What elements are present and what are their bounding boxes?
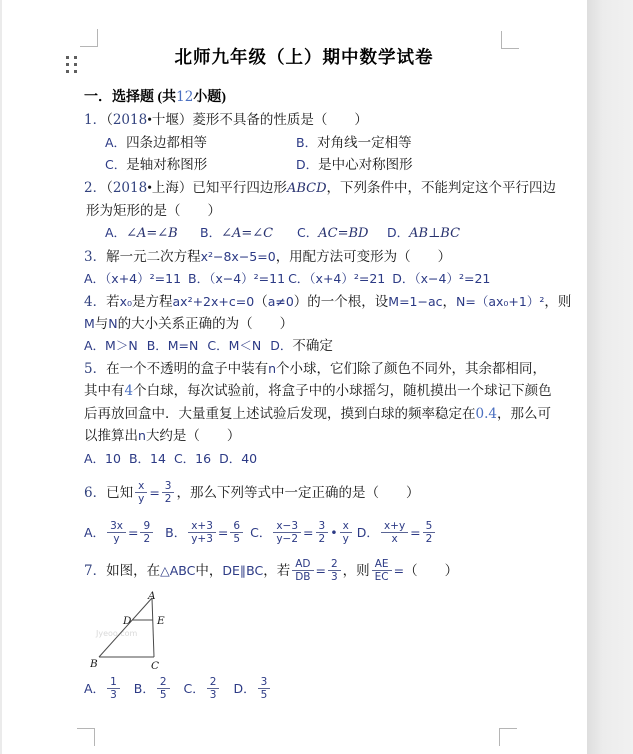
- text-segment: 12: [176, 89, 194, 105]
- question-6-options: [84, 518, 524, 548]
- margin-corner-mark-bottom-left: [77, 728, 95, 746]
- text-segment: ABCD: [286, 180, 327, 196]
- text-segment: a≠0: [267, 293, 294, 309]
- option-cell: [105, 132, 296, 154]
- question-5-stem-line-2: [84, 380, 552, 402]
- page-title: 北师九年级（上）期中数学试卷: [174, 47, 434, 67]
- fraction-denominator: y: [113, 532, 120, 545]
- fraction-denominator: 5: [159, 688, 167, 701]
- text-segment: C．: [297, 225, 319, 241]
- question-7-stem: [84, 556, 524, 586]
- fraction-denominator: x: [391, 532, 398, 545]
- margin-corner-mark-bottom-right: [499, 728, 517, 746]
- text-segment: n: [268, 360, 277, 376]
- text-segment: D．（x−4）²=21: [392, 271, 491, 287]
- paragraph-drag-handle-icon[interactable]: [66, 56, 77, 73]
- text-segment: ，: [442, 293, 456, 309]
- text-segment: N=（ax₀+1）²: [456, 293, 545, 309]
- text-segment: 4: [124, 383, 134, 400]
- fraction-denominator: y: [342, 532, 349, 545]
- text-segment: 在一个不透明的盒子中装有: [106, 360, 269, 376]
- question-5-stem-line-3: [84, 403, 551, 425]
- text-segment: 是方程: [132, 293, 173, 309]
- text-segment: N: [108, 316, 118, 332]
- fraction-denominator: 2: [164, 492, 172, 505]
- fraction-numerator: x+y: [381, 520, 408, 533]
- text-segment: 6．: [84, 484, 107, 501]
- fraction: [292, 558, 313, 583]
- text-segment: D．: [233, 680, 256, 696]
- fraction-denominator: 3: [209, 688, 217, 701]
- text-segment: 1．: [84, 112, 107, 129]
- text-segment: 0.4: [475, 405, 497, 422]
- fraction-numerator: 9: [140, 520, 153, 533]
- page-right-margin-strip: [587, 0, 633, 754]
- text-segment: C．: [250, 524, 272, 540]
- window-left-edge: [0, 0, 2, 754]
- text-segment: ，用配方法可变形为（ ）: [275, 248, 452, 264]
- text-segment: D．: [296, 157, 319, 173]
- text-segment: D．: [356, 524, 379, 540]
- question-3-options: [84, 268, 524, 290]
- text-segment: M=1−ac: [388, 293, 443, 309]
- option-cell: [296, 154, 413, 176]
- text-segment: C．M＜N: [207, 338, 262, 354]
- question-5-options: [84, 448, 524, 470]
- text-segment: 中，: [195, 562, 223, 578]
- text-segment: 个白球，每次试验前，将盒子中的小球摇匀，随机摸出一个球记下颜色: [133, 383, 552, 399]
- question-4-stem-line-1: [84, 291, 572, 313]
- text-segment: 是中心对称图形: [318, 157, 413, 173]
- fraction: [157, 676, 170, 701]
- text-segment: •: [330, 524, 338, 540]
- text-segment: ax²+2x+c=0: [172, 293, 255, 309]
- text-segment: ，那么可: [496, 405, 551, 421]
- fraction-numerator: 2: [207, 676, 220, 689]
- fraction-numerator: x−3: [273, 520, 301, 533]
- text-segment: 是轴对称图形: [126, 157, 208, 173]
- text-segment: B．: [296, 134, 318, 150]
- text-segment: ，那么下列等式中一定正确的是（ ）: [176, 484, 420, 500]
- fraction-numerator: 3: [316, 520, 329, 533]
- text-segment: 一．选择题 (共: [84, 90, 177, 105]
- question-1-options-row-1: [84, 132, 524, 154]
- text-segment: 个小球，它们除了颜色不同外，其余都相同，: [276, 360, 547, 376]
- text-segment: =: [217, 524, 229, 540]
- text-segment: 大约是（ ）: [145, 428, 241, 444]
- fraction-numerator: x: [340, 520, 352, 533]
- fraction-numerator: 2: [157, 676, 170, 689]
- fraction-denominator: 3: [110, 688, 117, 701]
- text-segment: A．: [84, 680, 106, 696]
- text-segment: 2．: [84, 179, 107, 196]
- fraction-denominator: 5: [260, 688, 268, 701]
- fraction-numerator: 6: [230, 520, 243, 533]
- fraction-denominator: y+3: [191, 532, 213, 545]
- text-segment: C．: [105, 157, 127, 173]
- text-segment: ∠A=∠C: [221, 226, 274, 242]
- text-segment: D．: [387, 225, 410, 241]
- text-segment: 3．: [84, 248, 107, 265]
- text-segment: B．: [165, 524, 187, 540]
- text-segment: B．: [200, 225, 222, 241]
- fraction-denominator: 2: [143, 532, 151, 545]
- text-segment: 形为矩形的是（ ）: [86, 203, 221, 219]
- vertex-label-b: B: [90, 657, 98, 670]
- watermark-text: Jyeoo.com: [96, 628, 138, 638]
- vertex-label-e: E: [157, 614, 165, 627]
- triangle-edges: [99, 598, 154, 657]
- triangle-diagram: [90, 590, 168, 672]
- text-segment: 已知: [106, 484, 134, 500]
- fraction: [258, 676, 271, 701]
- text-segment: =: [315, 562, 326, 578]
- text-segment: C．（x+4）²=21: [288, 271, 386, 287]
- fraction: [188, 520, 216, 545]
- question-7-options: [84, 674, 524, 704]
- fraction-numerator: 2: [328, 558, 341, 571]
- text-segment: 其中有: [84, 383, 125, 399]
- text-segment: ，若: [263, 562, 291, 578]
- fraction-denominator: 2: [425, 532, 433, 545]
- text-segment: ，则: [342, 562, 370, 578]
- text-segment: （: [254, 293, 268, 309]
- text-segment: •十堰）菱形不具备的性质是（ ）: [147, 112, 368, 128]
- fraction-denominator: EC: [374, 570, 389, 583]
- text-segment: ）的一个根，设: [293, 293, 389, 309]
- fraction: [162, 480, 175, 505]
- text-segment: 的大小关系正确的为（ ）: [117, 316, 294, 332]
- text-segment: B．（x−4）²=11: [188, 271, 286, 287]
- option-cell: [296, 132, 412, 154]
- text-segment: A．（x+4）²=11: [84, 271, 182, 287]
- text-segment: （ ）: [404, 562, 459, 578]
- text-segment: n: [138, 428, 146, 444]
- text-segment: 后再放回盒中．大量重复上述试验后发现，摸到白球的频率稳定在: [84, 405, 476, 421]
- text-segment: 如图，在: [106, 562, 161, 578]
- vertex-label-a: A: [148, 589, 156, 602]
- text-segment: A．M＞N: [84, 338, 138, 354]
- fraction-denominator: 3: [330, 570, 338, 583]
- question-7-figure: [90, 590, 524, 672]
- text-segment: 小题): [193, 90, 227, 105]
- text-segment: =: [127, 524, 139, 540]
- question-4-options: [84, 335, 524, 357]
- question-1-options-row-2: [84, 154, 524, 176]
- fraction: [316, 520, 329, 545]
- fraction-denominator: y: [138, 492, 145, 505]
- question-5-stem-line-4: [84, 425, 524, 447]
- text-segment: A．: [84, 524, 106, 540]
- fraction-numerator: AE: [372, 558, 392, 571]
- fraction: [135, 480, 147, 505]
- option-cell: [105, 154, 296, 176]
- vertex-label-d: D: [123, 614, 132, 627]
- text-segment: B．M=N: [146, 338, 199, 354]
- text-segment: 若: [106, 293, 120, 309]
- fraction: [207, 676, 220, 701]
- text-segment: （: [106, 179, 113, 195]
- text-segment: DE∥BC: [222, 562, 264, 578]
- text-segment: 5．: [84, 360, 107, 377]
- fraction: [140, 520, 153, 545]
- text-segment: 7．: [84, 562, 107, 579]
- text-segment: =: [410, 524, 421, 540]
- text-segment: 四条边都相等: [126, 134, 208, 150]
- text-segment: △ABC: [160, 562, 196, 578]
- text-segment: 以推算出: [84, 428, 138, 444]
- question-1-stem: [84, 109, 524, 131]
- text-segment: 解一元二次方程: [106, 248, 201, 264]
- fraction-denominator: DB: [295, 570, 311, 583]
- text-segment: A．: [105, 225, 127, 241]
- text-segment: B．14: [128, 450, 166, 466]
- text-segment: AB⊥BC: [409, 226, 461, 242]
- vertex-label-c: C: [151, 659, 160, 672]
- question-4-stem-line-2: [84, 313, 524, 335]
- text-segment: ∠A=∠B: [126, 226, 178, 242]
- fraction-numerator: 1: [107, 676, 120, 689]
- fraction-numerator: 3x: [107, 520, 126, 533]
- text-segment: ，则: [544, 293, 572, 309]
- section-heading: [84, 86, 524, 109]
- text-segment: D．: [270, 338, 293, 354]
- text-segment: C．16: [173, 450, 212, 466]
- fraction: [423, 520, 436, 545]
- fraction-numerator: AD: [292, 558, 313, 571]
- option-cell: [200, 222, 297, 245]
- text-segment: B．: [133, 680, 155, 696]
- text-segment: M: [84, 316, 95, 332]
- text-segment: =: [149, 484, 160, 500]
- fraction: [107, 676, 120, 701]
- text-segment: =: [303, 524, 314, 540]
- question-2-stem-line-2: [84, 200, 524, 222]
- fraction: [230, 520, 243, 545]
- question-3-stem: [84, 246, 524, 268]
- fraction: [328, 558, 341, 583]
- text-segment: D．40: [219, 450, 258, 466]
- option-cell: [297, 222, 387, 245]
- text-segment: 对角线一定相等: [317, 134, 412, 150]
- question-2-stem-line-1: [84, 177, 556, 200]
- text-segment: C．: [183, 680, 205, 696]
- text-segment: 2018: [112, 112, 148, 129]
- option-cell: [387, 222, 460, 245]
- question-6-stem: [84, 478, 524, 508]
- document-body: [84, 44, 572, 704]
- text-segment: x²−8x−5=0: [200, 248, 276, 264]
- fraction: [372, 558, 392, 583]
- text-segment: A．10: [84, 450, 121, 466]
- fraction: [381, 520, 408, 545]
- text-segment: AC=BD: [318, 226, 369, 242]
- fraction: [340, 520, 352, 545]
- text-segment: ，下列条件中，不能判定这个平行四边: [326, 179, 556, 195]
- question-5-stem-line-1: [84, 358, 547, 380]
- fraction-numerator: 3: [258, 676, 271, 689]
- text-segment: x₀: [119, 293, 133, 309]
- text-segment: A．: [105, 134, 127, 150]
- text-segment: 与: [94, 316, 109, 332]
- fraction-denominator: 2: [318, 532, 326, 545]
- fraction: [107, 520, 126, 545]
- question-2-options: [84, 222, 524, 245]
- option-cell: [105, 222, 200, 245]
- text-segment: 不确定: [292, 338, 333, 354]
- text-segment: •上海）已知平行四边形: [147, 179, 287, 195]
- text-segment: 4．: [84, 293, 107, 310]
- fraction-numerator: 5: [423, 520, 436, 533]
- fraction-denominator: y−2: [276, 532, 299, 545]
- text-segment: （: [106, 112, 113, 128]
- fraction-numerator: x+3: [188, 520, 216, 533]
- fraction-numerator: 3: [162, 480, 175, 493]
- fraction-denominator: 5: [233, 532, 241, 545]
- fraction: [273, 520, 301, 545]
- fraction-numerator: x: [135, 480, 147, 493]
- text-segment: =: [393, 562, 405, 578]
- text-segment: 2018: [112, 179, 148, 196]
